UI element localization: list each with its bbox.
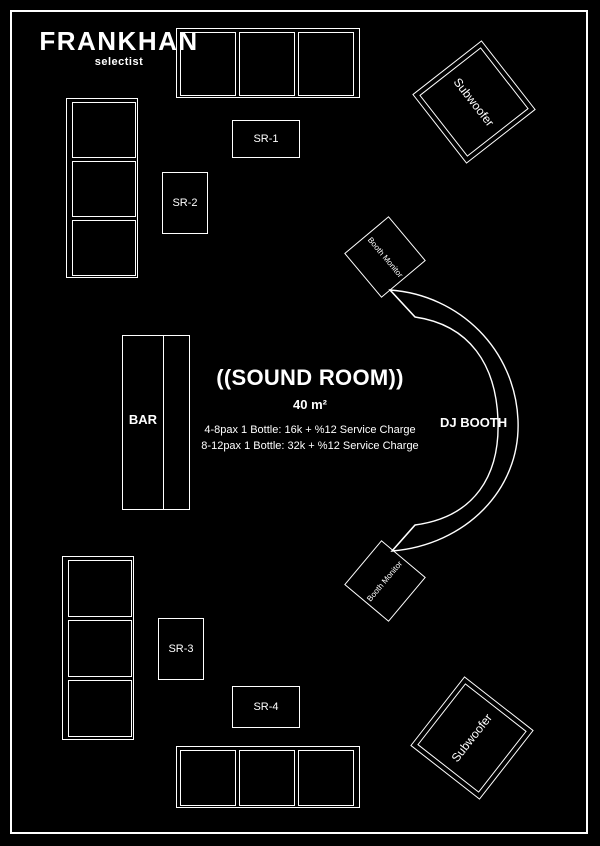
table-sr-3[interactable] bbox=[158, 618, 204, 680]
table-label: SR-2 bbox=[172, 197, 198, 209]
booth-monitor-label: Booth Monitor bbox=[365, 559, 405, 603]
sofa-seat bbox=[239, 32, 295, 96]
table-label: SR-4 bbox=[253, 701, 279, 713]
subwoofer-label: Subwoofer bbox=[448, 711, 496, 765]
table-label: SR-3 bbox=[168, 643, 194, 655]
sofa-seat bbox=[72, 161, 136, 217]
room-area: 40 m² bbox=[293, 397, 327, 412]
brand-subtitle: selectist bbox=[94, 56, 144, 68]
table-sr-1[interactable] bbox=[232, 120, 300, 158]
sofa-seat bbox=[72, 220, 136, 276]
sofa-top bbox=[176, 28, 360, 98]
sofa-left-upper bbox=[66, 98, 138, 278]
sofa-seat bbox=[68, 620, 132, 677]
pricing-line-1: 4-8pax 1 Bottle: 16k + %12 Service Charge bbox=[204, 424, 416, 436]
sofa-seat bbox=[298, 32, 354, 96]
sofa-bottom bbox=[176, 746, 360, 808]
sofa-seat bbox=[180, 32, 236, 96]
sofa-seat bbox=[68, 560, 132, 617]
sofa-seat bbox=[72, 102, 136, 158]
sofa-seat bbox=[68, 680, 132, 737]
table-sr-2[interactable] bbox=[162, 172, 208, 234]
sofa-seat bbox=[180, 750, 236, 806]
booth-monitor-label: Booth Monitor bbox=[365, 235, 405, 279]
sofa-seat bbox=[298, 750, 354, 806]
table-sr-4[interactable] bbox=[232, 686, 300, 728]
pricing-line-2: 8-12pax 1 Bottle: 32k + %12 Service Charge bbox=[201, 440, 419, 452]
bar-label: BAR bbox=[128, 412, 158, 427]
dj-booth-label: DJ BOOTH bbox=[440, 415, 508, 430]
sofa-seat bbox=[239, 750, 295, 806]
table-label: SR-1 bbox=[253, 133, 279, 145]
brand-name: FRANKHAN bbox=[39, 26, 199, 56]
sofa-left-lower bbox=[62, 556, 134, 740]
room-info bbox=[175, 365, 445, 452]
room-title: ((SOUND ROOM)) bbox=[216, 365, 404, 390]
subwoofer-label: Subwoofer bbox=[450, 75, 498, 129]
